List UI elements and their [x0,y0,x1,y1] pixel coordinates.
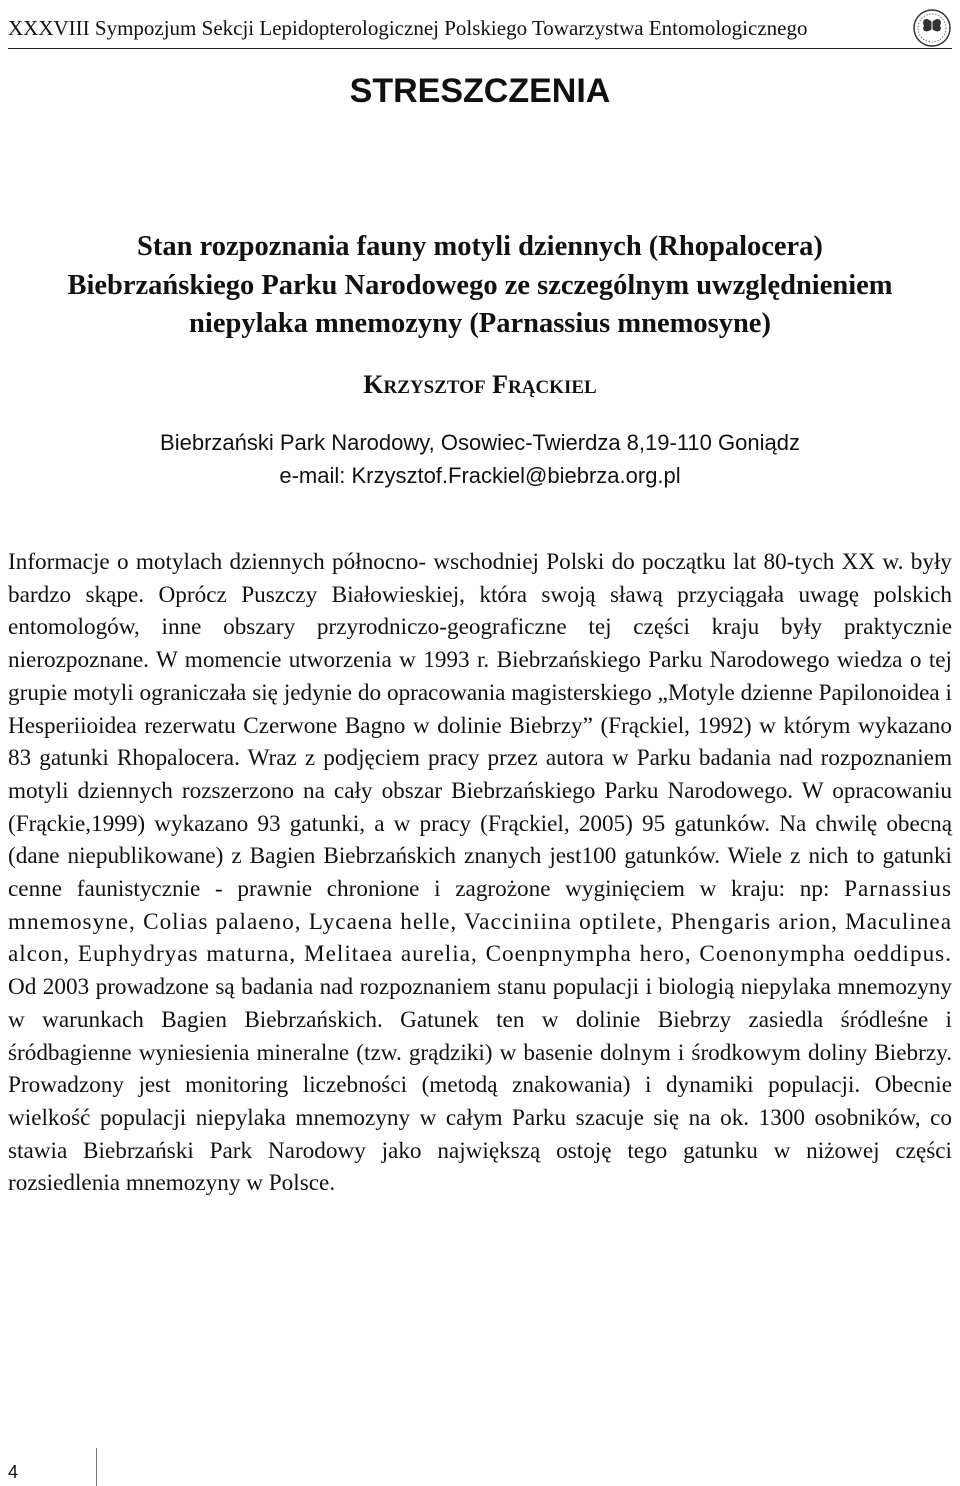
paper-title-line: Stan rozpoznania fauny motyli dziennych (Rhopalocera) [137,231,823,262]
author-name [0,370,960,400]
page-number: 4 [8,1462,19,1482]
butterfly-seal-icon [912,8,952,48]
author-first-initial: K [363,370,384,399]
section-title: STRESZCZENIA [349,72,611,110]
abstract-part-2: Od 2003 prowadzone są badania nad rozpoznaniem stanu populacji i biologią niepylaka mnemozyny w warunkach Bagien Biebrzańskich. Gatunek ten w dolinie Biebrzy zasiedla śródleśne i śródbagienne wyniesienia mineralne (tzw. grądziki) w basenie dolnym i środkowym doliny Biebrzy. Prowadzony jest monitoring liczebności (metodą znakowania) i dynamiki populacji. Obecnie wielkość populacji niepylaka mnemozyny w całym Parku szacuje się na ok. 1300 osobników, co stawia Biebrzański Park Narodowy jako największą ostoję tego gatunku w niżowej części rozsiedlenia mnemozyny w Polsce. [8,974,952,1197]
running-title: XXXVIII Sympozjum Sekcji Lepidopterologicznej Polskiego Towarzystwa Entomologicznego [8,16,808,40]
author-email: e-mail: Krzysztof.Frackiel@biebrza.org.pl [279,463,681,488]
author-last-rest: RĄCKIEL [508,377,597,398]
header-divider [8,48,952,49]
abstract-part-1: Informacje o motylach dziennych północno- wschodniej Polski do początku lat 80-tych XX w. były bardzo skąpe. Oprócz Puszczy Białowieskiej, która swoją sławą przyciągała uwagę polskich entomologów, inne obszary przyrodniczo-geograficzne tej części kraju były praktycznie nierozpoznane. W momencie utworzenia w 1993 r. Biebrzańskiego Parku Narodowego wiedza o tej grupie motyli ograniczała się jedynie do opracowania magisterskiego „Motyle dzienne Papilonoidea i Hesperiioidea rezerwatu Czerwone Bagno w dolinie Biebrzy” (Frąckiel, 1992) w którym wykazano 83 gatunki Rhopalocera. Wraz z podjęciem pracy przez autora w Parku badania nad rozpoznaniem motyli dziennych rozszerzono na cały obszar Biebrzańskiego Parku Narodowego. W opracowaniu (Frąckie,1999) wykazano 93 gatunki, a w pracy (Frąckiel, 2005) 95 gatunków. Na chwilę obecną (dane niepublikowane) z Bagien Biebrzańskich znanych jest100 gatunków. Wiele z nich to gatunki cenne faunistycznie - prawnie chronione i zagrożone wyginięciem w kraju: np: [8,549,952,903]
author-last-initial: F [492,370,508,399]
running-header [8,14,952,54]
paper-title-line: Biebrzańskiego Parku Narodowego ze szczególnym uwzględnieniem [67,269,893,301]
species-list: Parnassius mnemosyne, Colias palaeno, Lycaena helle, Vacciniina optilete, Phengaris arion, Maculinea alcon, Euphydryas maturna, Melitaea aurelia, Coenpnympha hero, Coenonympha oeddipus. [8,876,952,968]
paper-title [0,228,960,344]
author-first-rest: RZYSZTOF [383,377,486,398]
author-affiliation: Biebrzański Park Narodowy, Osowiec-Twierdza 8,19-110 Goniądz [160,430,800,455]
abstract-text [8,546,952,1200]
paper-title-line: niepylaka mnemozyny (Parnassius mnemosyne) [189,308,771,339]
